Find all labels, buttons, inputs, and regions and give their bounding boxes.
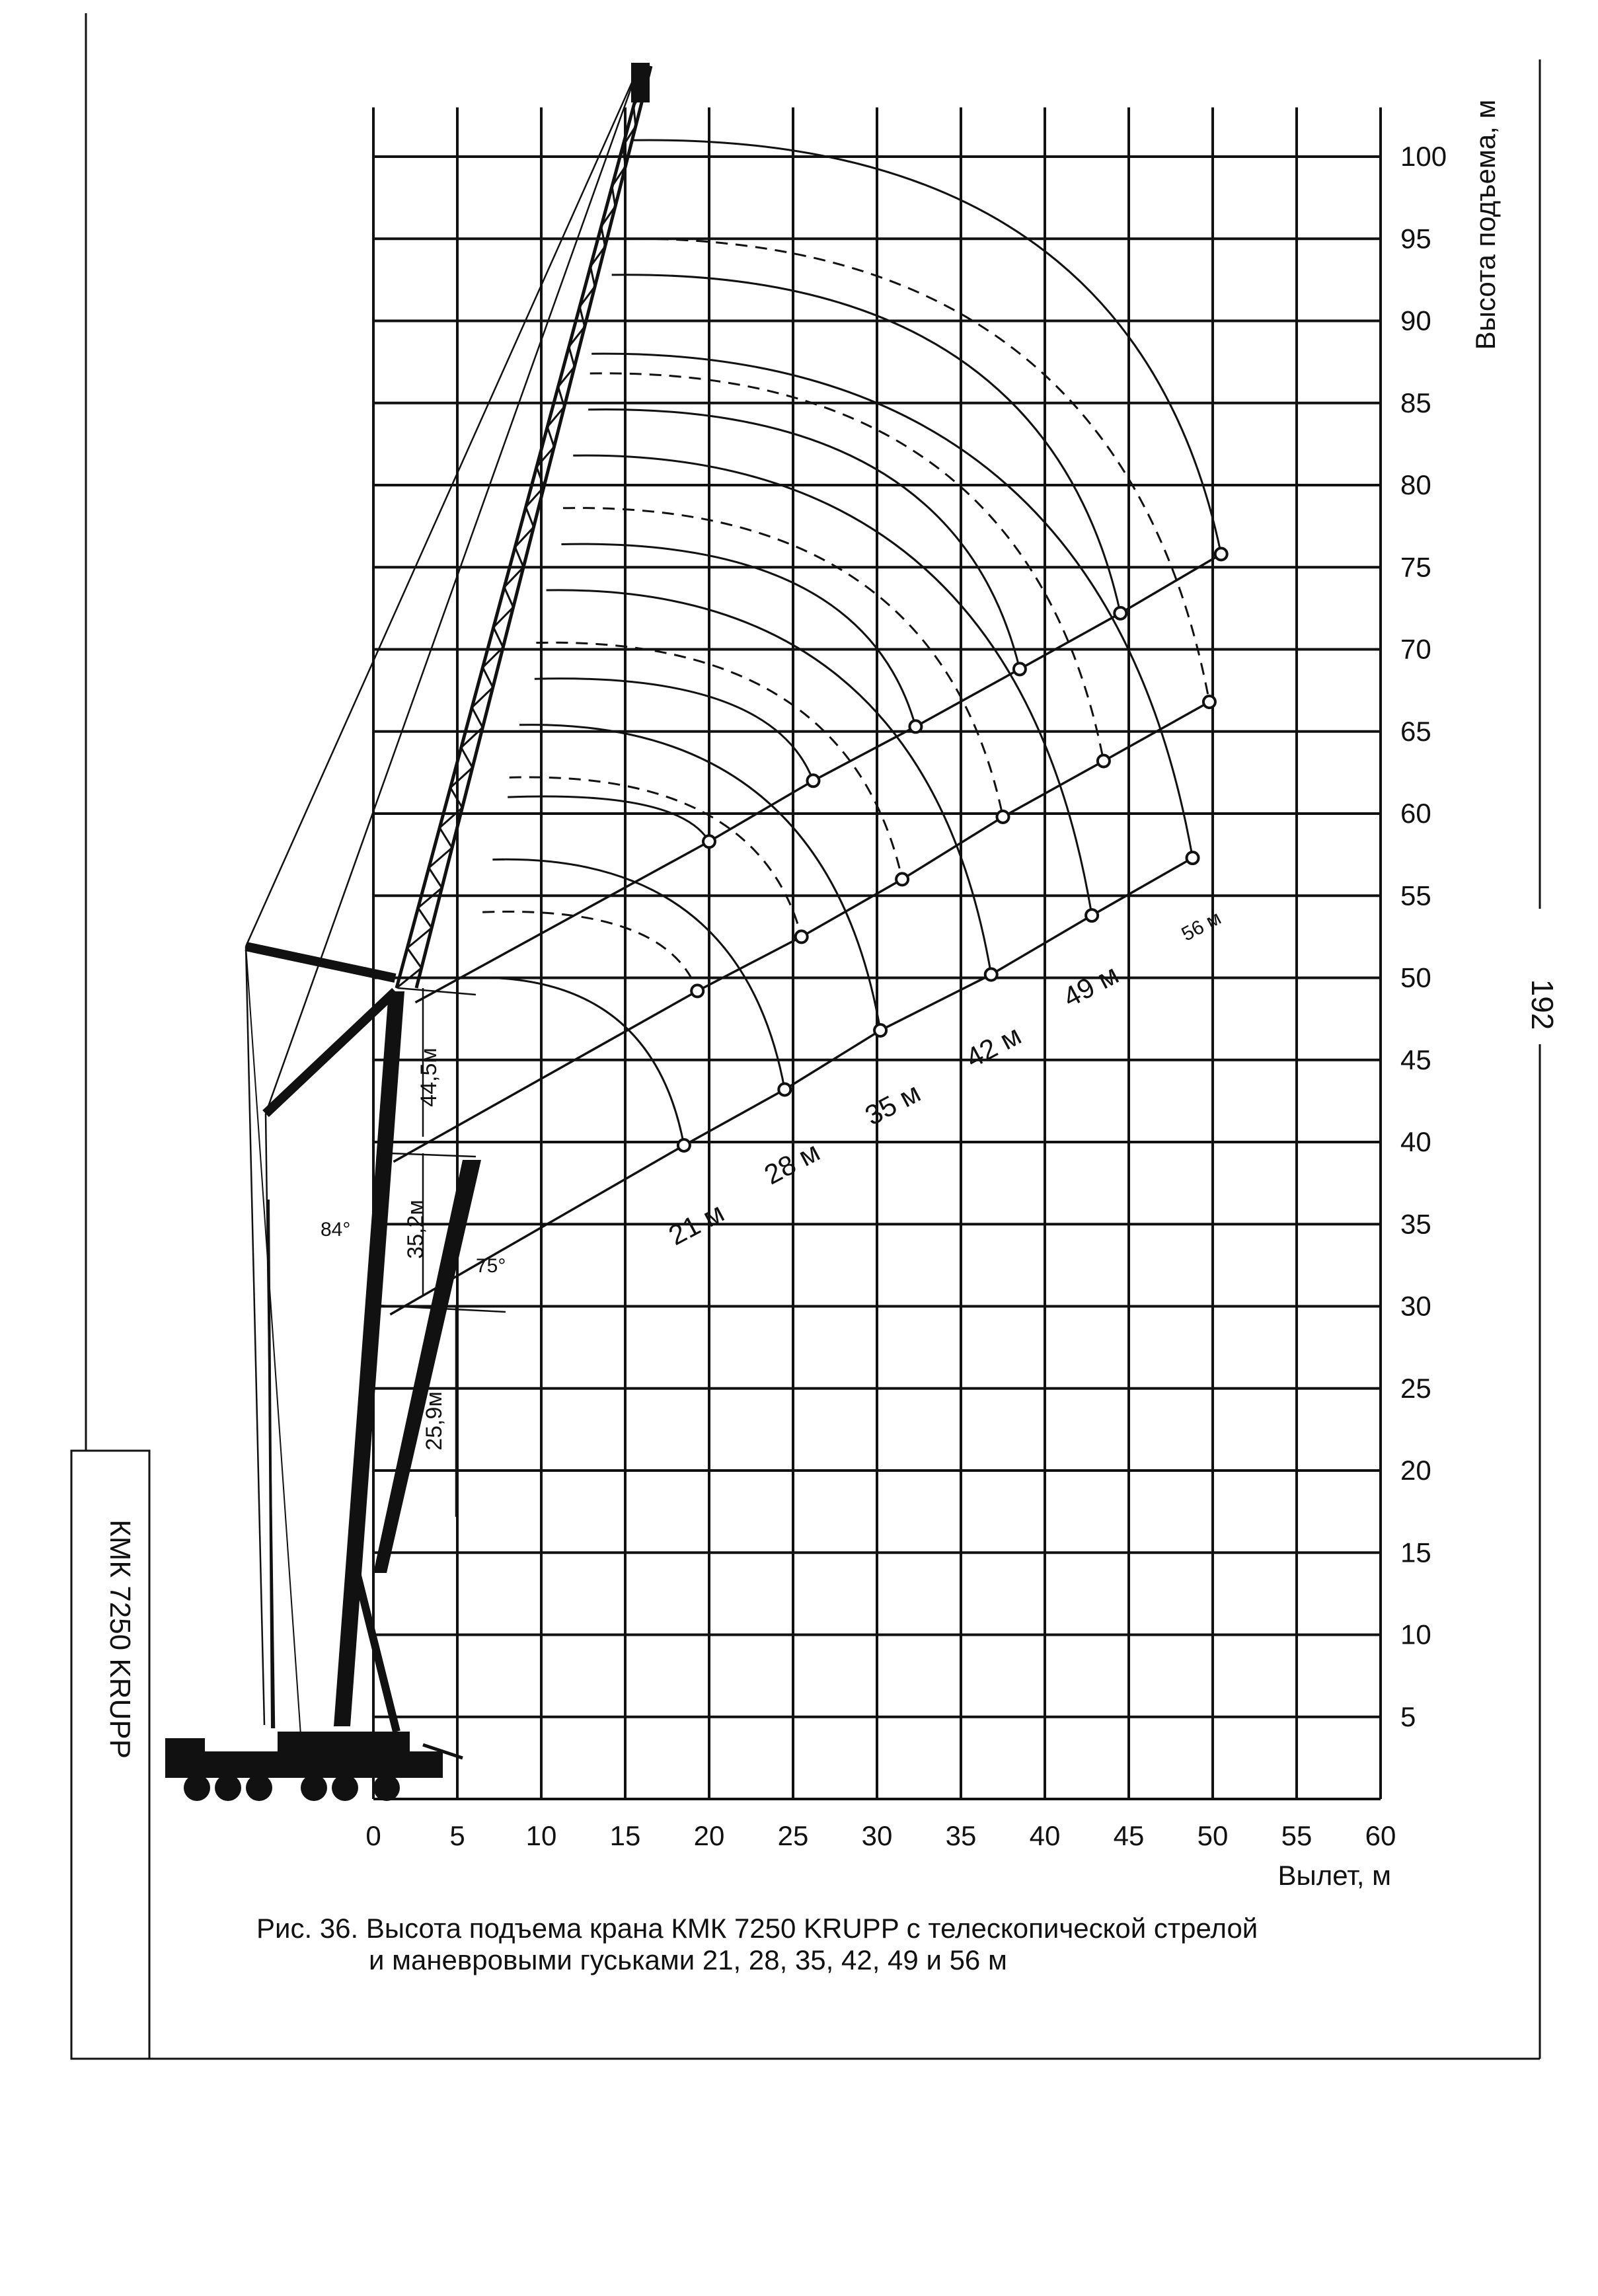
y-tick-5: 30 (1400, 1290, 1431, 1322)
x-tick-0: 0 (365, 1820, 381, 1851)
reach-arc-1 (492, 859, 784, 1089)
y-tick-3: 20 (1400, 1455, 1431, 1486)
y-tick-19: 100 (1400, 141, 1447, 172)
y-tick-4: 25 (1400, 1372, 1431, 1404)
y-tick-16: 85 (1400, 387, 1431, 418)
tip-marker-0-2 (874, 1024, 886, 1036)
reach-arc-14 (561, 544, 915, 726)
jib-label-0: 21 м (663, 1196, 730, 1252)
y-tick-10: 55 (1400, 880, 1431, 911)
x-tick-11: 55 (1281, 1820, 1313, 1851)
y-tick-12: 65 (1400, 715, 1431, 747)
tip-marker-0-4 (1086, 909, 1098, 921)
boom-length-label-2: 35,2м (403, 1200, 428, 1259)
y-tick-labels (1400, 141, 1447, 1732)
x-tick-1: 5 (449, 1820, 465, 1851)
tip-marker-2-3 (1014, 663, 1026, 675)
tip-marker-2-4 (1114, 607, 1126, 619)
y-tick-8: 45 (1400, 1044, 1431, 1075)
y-tick-11: 60 (1400, 798, 1431, 829)
telescopic-boom-illustration (334, 991, 481, 1732)
y-tick-18: 95 (1400, 223, 1431, 254)
crane-carrier-illustration (165, 1732, 463, 1801)
x-tick-labels (365, 1820, 1396, 1851)
jib-label-3: 42 м (960, 1019, 1026, 1074)
x-tick-4: 20 (693, 1820, 725, 1851)
y-tick-17: 90 (1400, 305, 1431, 336)
tip-marker-2-1 (807, 775, 819, 786)
tip-marker-1-2 (896, 873, 908, 885)
tip-marker-0-1 (779, 1083, 790, 1095)
tip-marker-2-2 (909, 720, 921, 732)
reach-arc-3 (547, 590, 991, 975)
x-axis-title: Вылет, м (1277, 1860, 1391, 1891)
boom-length-label-3: 25,9м (422, 1391, 447, 1451)
reach-arc-15 (588, 409, 1020, 669)
page-number: 192 (1525, 979, 1560, 1030)
y-tick-14: 75 (1400, 551, 1431, 583)
vertical-gridlines (373, 107, 1381, 1799)
lattice-boom-illustration (246, 63, 651, 1735)
reach-arc-5 (591, 354, 1192, 858)
tip-marker-1-1 (796, 931, 808, 942)
reach-arc-17 (634, 140, 1221, 554)
jib-reach-arcs (466, 140, 1221, 1145)
y-tick-2: 15 (1400, 1537, 1431, 1568)
y-tick-9: 50 (1400, 962, 1431, 993)
reach-arc-13 (535, 679, 814, 781)
y-tick-15: 80 (1400, 469, 1431, 500)
y-tick-13: 70 (1400, 633, 1431, 665)
reach-arc-0 (466, 977, 684, 1145)
boom-angle-label-1: 84° (321, 1219, 351, 1241)
jib-length-labels (664, 907, 1225, 1251)
boom-length-label-1: 44,5м (416, 1048, 441, 1107)
tip-marker-0-0 (678, 1139, 690, 1151)
tip-marker-0-5 (1187, 852, 1199, 864)
caption-line-2: и маневровыми гуськами 21, 28, 35, 42, 49 и 56 м (369, 1944, 1007, 1975)
y-tick-0: 5 (1400, 1701, 1416, 1732)
tip-marker-2-0 (703, 835, 715, 847)
y-tick-7: 40 (1400, 1126, 1431, 1157)
x-tick-3: 15 (609, 1820, 641, 1851)
reach-arc-12 (508, 796, 709, 841)
side-label: КМК 7250 KRUPP (104, 1519, 136, 1759)
tip-marker-1-3 (997, 811, 1009, 823)
reach-arc-4 (573, 455, 1092, 915)
y-axis-title: Высота подъема, м (1470, 99, 1501, 350)
jib-label-4: 49 м (1057, 958, 1123, 1013)
x-tick-10: 50 (1197, 1820, 1229, 1851)
tip-marker-1-0 (691, 985, 703, 997)
y-tick-1: 10 (1400, 1619, 1431, 1650)
y-tick-6: 35 (1400, 1208, 1431, 1240)
x-tick-9: 45 (1113, 1820, 1145, 1851)
x-tick-8: 40 (1029, 1820, 1061, 1851)
tip-marker-1-4 (1098, 755, 1110, 767)
x-tick-2: 10 (525, 1820, 557, 1851)
tip-marker-2-5 (1215, 548, 1227, 560)
boom-angle-label-2: 75° (476, 1255, 506, 1277)
jib-label-1: 28 м (759, 1135, 825, 1191)
reach-arc-9 (563, 508, 1003, 817)
tip-marker-1-5 (1203, 696, 1215, 708)
x-tick-6: 30 (861, 1820, 893, 1851)
x-tick-7: 35 (945, 1820, 977, 1851)
jib-label-5: 56 м (1178, 907, 1225, 946)
x-tick-12: 60 (1365, 1820, 1396, 1851)
jib-label-2: 35 м (860, 1077, 926, 1131)
caption-line-1: Рис. 36. Высота подъема крана КМК 7250 KRUPP с телескопической стрелой (256, 1913, 1258, 1944)
tip-marker-0-3 (985, 969, 997, 981)
x-tick-5: 25 (777, 1820, 809, 1851)
series-line-0 (390, 858, 1192, 1315)
